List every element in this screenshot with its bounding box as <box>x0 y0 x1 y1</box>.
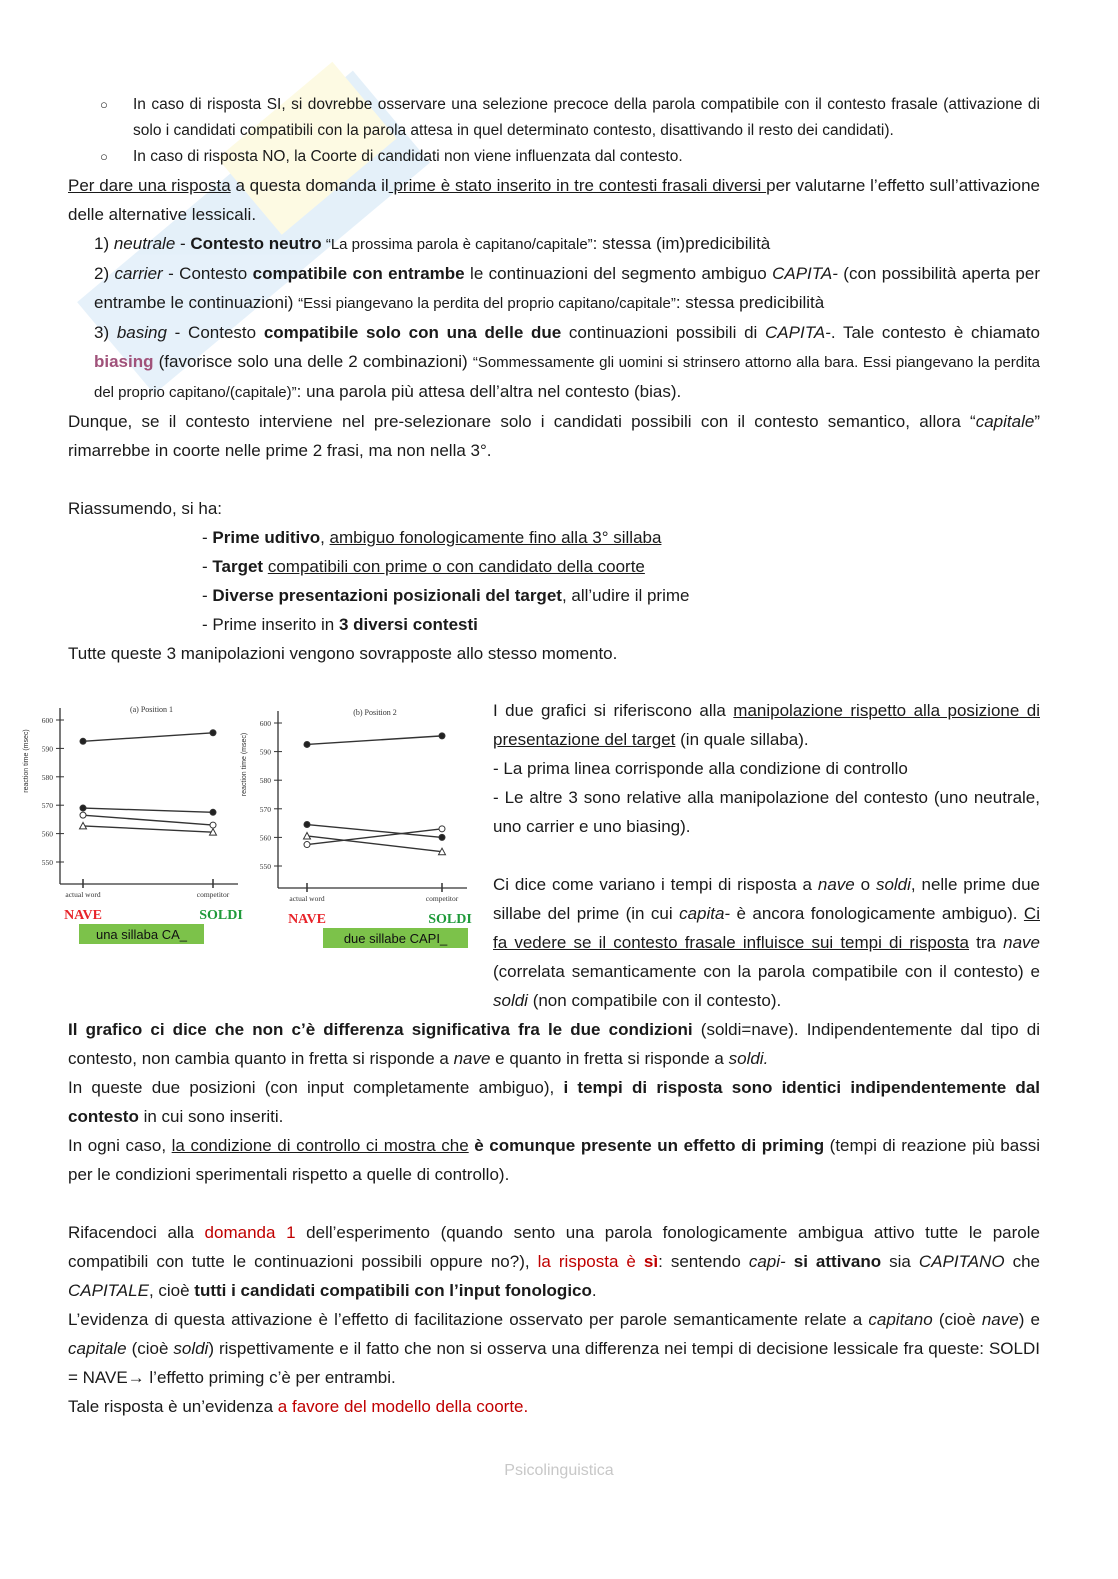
data-point <box>210 809 216 815</box>
data-point <box>80 812 86 818</box>
y-tick-label: 560 <box>41 829 53 839</box>
word-label-nave: NAVE <box>64 908 102 923</box>
text-run: tutti i candidati compatibili con l’input fonologico <box>194 1281 592 1300</box>
text-run: Per dare una risposta <box>68 176 231 195</box>
text-run: , <box>320 528 330 547</box>
text-run: soldi <box>493 991 528 1010</box>
summary-item <box>68 581 1040 610</box>
text-run: : stessa (im)predicibilità <box>592 234 771 253</box>
text-run: : stessa predicibilità <box>675 293 825 312</box>
text-run: “La prossima parola è capitano/capitale” <box>321 236 593 253</box>
text-run: I due grafici si riferiscono alla <box>493 701 734 720</box>
text-run: L’evidenza di questa attivazione è l’effetto di facilitazione osservato per parole semanticamente relate a <box>68 1310 869 1329</box>
series-line <box>83 826 213 832</box>
text-run: a favore del modello della coorte. <box>277 1397 529 1416</box>
conclusion-paragraph <box>68 1305 1040 1392</box>
caption-text: una sillaba CA_ <box>95 927 188 942</box>
series-line <box>307 836 442 852</box>
text-run: dell’esperimento (quando sento una parola fonologicamente ambigua attivo tutte le parole compatibili con tutte le continuazioni possibili oppure no?), <box>68 1223 1040 1271</box>
summary-item <box>68 610 1040 639</box>
data-point <box>439 733 445 739</box>
text-run: biasing <box>94 352 154 371</box>
text-run: è ancora fonologicamente ambiguo). <box>730 904 1024 923</box>
x-tick-label: actual word <box>289 894 325 903</box>
text-run: In queste due posizioni (con input completamente ambiguo), <box>68 1078 564 1097</box>
context-item-biasing <box>68 318 1040 407</box>
y-tick-label: 580 <box>41 772 53 782</box>
y-tick-label: 600 <box>259 719 271 728</box>
text-run: In ogni caso, <box>68 1136 172 1155</box>
text-run <box>786 1252 794 1271</box>
text-run: (con possibilità aperta per entrambe le continuazioni) <box>94 264 1040 312</box>
paragraph <box>68 1131 1040 1189</box>
text-run: capi- <box>748 1252 786 1271</box>
text-run: ” rimarrebbe in coorte nelle prime 2 frasi, ma non nella 3°. <box>68 412 1040 460</box>
text-run: Tale risposta è un’evidenza <box>68 1397 278 1416</box>
x-tick-label: competitor <box>196 890 230 899</box>
text-run: , cioè <box>148 1281 195 1300</box>
text-run: per valutarne l’effetto sull’attivazione delle alternative lessicali. <box>68 176 1040 224</box>
text-run: CAPITA- <box>772 264 838 283</box>
text-run: (cioè <box>932 1310 982 1329</box>
paragraph <box>68 1015 1040 1073</box>
text-run: - <box>175 234 191 253</box>
intro-paragraph <box>68 171 1040 229</box>
text-run: Target <box>212 557 264 576</box>
summary-title <box>68 494 1040 523</box>
text-run: la risposta è <box>537 1252 644 1271</box>
bullet-item <box>68 144 1040 170</box>
text-run: compatibile solo con una delle due <box>263 323 562 342</box>
figure-svg <box>20 696 472 976</box>
text-run: compatibili con prime o con candidato della coorte <box>267 557 645 576</box>
text-run: : sentendo <box>658 1252 749 1271</box>
y-tick-label: 550 <box>41 858 53 867</box>
text-run: - Le altre 3 sono relative alla manipolazione del contesto (uno neutrale, uno carrier e uno biasing). <box>493 788 1040 836</box>
y-tick-label: 550 <box>259 862 271 871</box>
text-run: Prime uditivo <box>212 528 321 547</box>
text-run: i tempi di risposta sono identici indipendentemente dal contesto <box>68 1078 1040 1126</box>
dunque-paragraph <box>68 407 1040 465</box>
text-run: “Sommessamente gli uomini si strinsero attorno alla bara. Essi piangevano la perdita del proprio capitano/(capitale)” <box>94 354 1040 401</box>
text-run: nave <box>1003 933 1040 952</box>
text-run: (non compatibile con il contesto). <box>527 991 782 1010</box>
text-run: (in quale sillaba). <box>675 730 809 749</box>
document-body <box>23 92 1041 1421</box>
text-run: - <box>202 557 213 576</box>
text-run: carrier <box>114 264 163 283</box>
text-run: o <box>854 875 876 894</box>
y-tick-label: 580 <box>259 776 271 786</box>
text-run: manipolazione rispetto alla posizione di presentazione del target <box>493 701 1040 749</box>
text-run: ) rispettivamente e il fatto che non si osserva una differenza nei tempi di decisione lessicale fra queste: SOLDI = NAVE→ l’effetto priming c’è per entrambi. <box>68 1339 1040 1387</box>
text-run: Diverse presentazioni posizionali del target <box>212 586 562 605</box>
text-run: la condizione di controllo ci mostra che <box>171 1136 469 1155</box>
text-run: soldi <box>875 875 911 894</box>
text-run: Riassumendo, si ha: <box>68 499 223 518</box>
data-point <box>80 738 86 744</box>
caption-text: due sillabe CAPI_ <box>343 931 448 946</box>
text-run: , all’udire il prime <box>561 586 690 605</box>
conclusion-paragraph <box>68 1392 1040 1421</box>
text-run: domanda 1 <box>204 1223 296 1242</box>
text-run: CAPITA- <box>765 323 831 342</box>
data-point <box>210 730 216 736</box>
text-run: 3 diversi contesti <box>338 615 478 634</box>
text-run: soldi <box>173 1339 209 1358</box>
text-run: Ci fa vedere se il contesto frasale influisce sui tempi di risposta <box>493 904 1040 952</box>
text-run: - Contesto <box>166 323 264 342</box>
y-tick-label: 560 <box>259 833 271 843</box>
word-label-soldi: SOLDI <box>428 912 472 927</box>
data-point <box>80 805 86 811</box>
word-label-soldi: SOLDI <box>199 908 243 923</box>
text-run: sì <box>643 1252 659 1271</box>
text-run: “Essi piangevano la perdita del proprio capitano/capitale” <box>298 295 676 312</box>
text-run: 1) <box>94 234 114 253</box>
bullet-icon: ○ <box>100 97 108 112</box>
panel-title: (a) Position 1 <box>129 705 174 714</box>
text-run: - <box>202 528 213 547</box>
summary-end <box>68 639 1040 668</box>
series-line <box>83 808 213 812</box>
text-run: capitano <box>868 1310 933 1329</box>
y-axis-label: reaction time (msec) <box>23 729 30 793</box>
text-run: Ci dice come variano i tempi di risposta a <box>493 875 818 894</box>
text-run: In caso di risposta SI, si dovrebbe osservare una selezione precoce della parola compatibile con il contesto frasale (attivazione di solo i candidati compatibili con la parola attesa in quel determinato contesto, disattivando il resto dei candidati). <box>133 96 1040 139</box>
text-run: soldi. <box>728 1049 769 1068</box>
bullet-icon: ○ <box>100 149 108 164</box>
text-run: (favorisce solo una delle 2 combinazioni) <box>153 352 473 371</box>
text-run: Contesto neutro <box>190 234 322 253</box>
text-run: tra <box>968 933 1004 952</box>
paragraph <box>68 1073 1040 1131</box>
y-tick-label: 570 <box>41 801 53 811</box>
x-tick-label: actual word <box>65 890 101 899</box>
text-run: si attivano <box>793 1252 882 1271</box>
text-run: nave <box>453 1049 491 1068</box>
y-axis-label: reaction time (msec) <box>241 732 248 797</box>
y-tick-label: 600 <box>41 716 53 725</box>
y-tick-label: 570 <box>259 804 271 814</box>
x-tick-label: competitor <box>425 894 459 903</box>
text-run: neutrale <box>113 234 176 253</box>
data-point <box>304 842 310 848</box>
text-run: - Contesto <box>162 264 253 283</box>
text-run: ) e <box>1018 1310 1040 1329</box>
word-label-nave: NAVE <box>288 912 326 927</box>
y-tick-label: 590 <box>259 747 271 757</box>
text-run: che <box>1004 1252 1040 1271</box>
series-line <box>83 815 213 825</box>
text-run: CAPITANO <box>918 1252 1005 1271</box>
text-run: (correlata semanticamente con la parola compatibile con il contesto) e <box>493 962 1040 981</box>
text-run: capita- <box>679 904 731 923</box>
text-run: ambiguo fonologicamente fino alla 3° sillaba <box>329 528 662 547</box>
text-run: prime è stato inserito in tre contesti frasali diversi <box>388 176 767 195</box>
text-run: Dunque, se il contesto interviene nel pre-selezionare solo i candidati possibili con il contesto semantico, allora “ <box>68 412 976 431</box>
text-run: in cui sono inseriti. <box>138 1107 284 1126</box>
text-run: : una parola più attesa dell’altra nel contesto (bias). <box>296 382 682 401</box>
text-run: è comunque presente un effetto di priming <box>474 1136 825 1155</box>
text-run: compatibile con entrambe <box>252 264 465 283</box>
text-run: (cioè <box>126 1339 174 1358</box>
text-run: In caso di risposta NO, la Coorte di candidati non viene influenzata dal contesto. <box>133 148 683 165</box>
text-run: capitale <box>68 1339 127 1358</box>
text-run: basing <box>116 323 167 342</box>
text-run: (soldi=nave). Indipendentemente dal tipo di contesto, non cambia quanto in fretta si risponde a <box>68 1020 1040 1068</box>
text-run: - La prima linea corrisponde alla condizione di controllo <box>493 759 908 778</box>
text-run: Rifacendoci alla <box>68 1223 205 1242</box>
data-point <box>304 822 310 828</box>
data-point <box>439 834 445 840</box>
text-run: . <box>591 1281 597 1300</box>
bullet-item <box>68 92 1040 144</box>
summary-item <box>68 552 1040 581</box>
data-point <box>304 741 310 747</box>
text-run: 3) <box>94 323 117 342</box>
y-tick-label: 590 <box>41 744 53 754</box>
series-line <box>307 736 442 745</box>
text-run: nave <box>981 1310 1019 1329</box>
text-run: . Tale contesto è chiamato <box>830 323 1041 342</box>
text-run: a questa domanda il <box>230 176 389 195</box>
text-run: e quanto in fretta si risponde a <box>490 1049 729 1068</box>
text-run: Il grafico ci dice che non c’è differenza significativa fra le due condizioni <box>68 1020 693 1039</box>
series-line <box>83 733 213 742</box>
text-run: capitale <box>975 412 1035 431</box>
footer-title: Psicolinguistica <box>504 1462 614 1479</box>
text-run: - <box>202 586 213 605</box>
text-run: 2) <box>94 264 115 283</box>
text-run: sia <box>881 1252 919 1271</box>
context-item-neutral <box>68 229 1040 259</box>
context-item-carrier <box>68 259 1040 318</box>
summary-item <box>68 523 1040 552</box>
data-point <box>439 826 445 832</box>
reaction-time-figure <box>20 696 493 1001</box>
text-run: , nelle prime due sillabe del prime (in cui <box>493 875 1041 923</box>
data-point <box>210 822 216 828</box>
text-run: CAPITALE <box>68 1281 149 1300</box>
conclusion-paragraph <box>68 1218 1040 1305</box>
panel-title: (b) Position 2 <box>353 708 397 717</box>
text-run: - Prime inserito in <box>202 615 339 634</box>
text-run: Tutte queste 3 manipolazioni vengono sovrapposte allo stesso momento. <box>68 644 618 663</box>
text-run: continuazioni possibili di <box>561 323 766 342</box>
text-run: (tempi di reazione più bassi per le condizioni sperimentali rispetto a quelle di controllo). <box>68 1136 1040 1184</box>
text-run: nave <box>817 875 855 894</box>
text-run: le continuazioni del segmento ambiguo <box>464 264 773 283</box>
